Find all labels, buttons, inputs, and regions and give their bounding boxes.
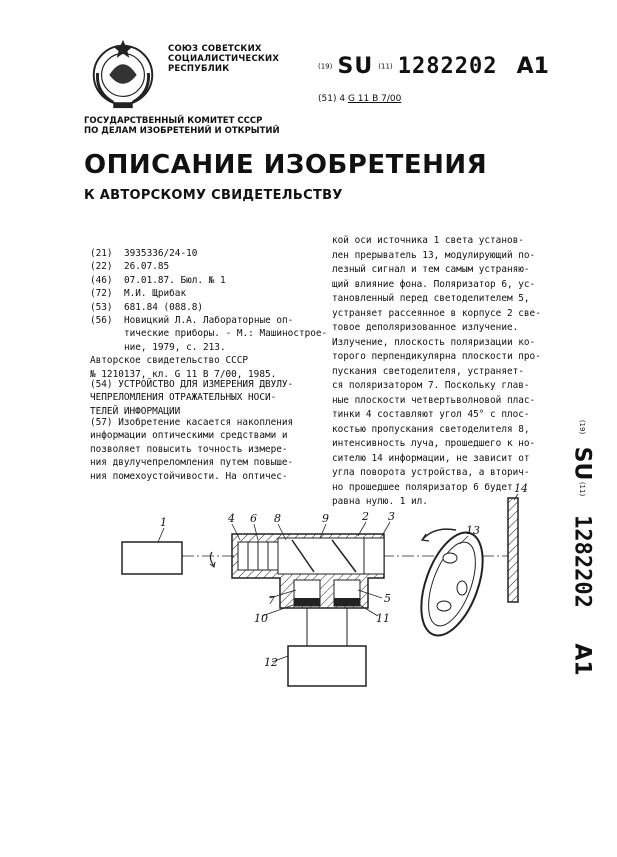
callout-10: 10 — [254, 612, 268, 625]
biblio-continuation: № 1210137, кл. G 11 B 7/00, 1985. — [90, 368, 277, 380]
callout-14: 14 — [514, 482, 528, 495]
housing — [232, 534, 384, 608]
device-drawing — [100, 478, 540, 708]
biblio-code: (22) — [90, 261, 113, 273]
patent-number: 1282202 — [397, 54, 498, 79]
abstract-line: пускания светоделителя, устраняет- — [332, 365, 524, 377]
biblio-code: (72) — [90, 288, 113, 300]
biblio-row — [90, 287, 320, 300]
abstract-line: интенсивность луча, прошедшего к но- — [332, 438, 536, 449]
side-code-19: (19) — [578, 419, 586, 435]
union-line: СОЮЗ СОВЕТСКИХ — [168, 44, 262, 54]
callout-8: 8 — [274, 512, 281, 525]
callout-13: 13 — [466, 524, 480, 537]
callout-6: 6 — [250, 512, 257, 525]
invention-title — [90, 378, 320, 418]
union-name — [168, 44, 288, 74]
side-patent-number-value: 1282202 — [569, 515, 595, 608]
abstract-line: (57) Изобретение касается накопления — [90, 417, 294, 428]
committee-line: ПО ДЕЛАМ ИЗОБРЕТЕНИЙ И ОТКРЫТИЙ — [84, 126, 280, 136]
ipc-value: G 11 B 7/00 — [347, 94, 402, 104]
callout-2: 2 — [362, 510, 369, 523]
abstract-line: ся поляризатором 7. Поскольку глав- — [332, 380, 530, 391]
callout-3: 3 — [388, 510, 395, 523]
biblio-row — [90, 260, 320, 273]
biblio-row — [90, 247, 320, 260]
code-11: (11) — [378, 62, 393, 71]
biblio-continuation: тические приборы. - М.: Машинострое- — [124, 328, 328, 340]
biblio-row — [90, 314, 320, 327]
union-line: РЕСПУБЛИК — [168, 64, 230, 74]
union-line: СОЦИАЛИСТИЧЕСКИХ — [168, 54, 280, 64]
abstract-right-column — [332, 234, 562, 510]
side-patent-number — [560, 415, 604, 705]
rotation-arrow-left — [210, 552, 214, 566]
abstract-line: устраняет рассеянное в корпусе 2 све- — [332, 307, 541, 319]
abstract-line: торого перпендикулярна плоскости про- — [332, 351, 541, 362]
kind-code: A1 — [516, 54, 549, 79]
side-country-code: SU — [569, 446, 595, 481]
abstract-line: информации оптическими средствами и — [90, 430, 288, 442]
invention-title-line: ТЕЛЕЙ ИНФОРМАЦИИ — [90, 405, 181, 417]
side-code-11: (11) — [578, 481, 586, 497]
callout-9: 9 — [322, 512, 329, 525]
ipc-code: (51) 4 — [318, 94, 346, 104]
patent-number-block — [318, 54, 549, 79]
code-19: (19) — [318, 62, 333, 71]
abstract-line: позволяет повысить точность измере- — [90, 443, 288, 455]
side-kind-code: A1 — [569, 643, 595, 676]
committee-name — [84, 116, 304, 136]
biblio-text: 3935336/24-10 — [124, 248, 198, 259]
abstract-line: Излучение, плоскость поляризации ко- — [332, 336, 536, 348]
abstract-line: костью пропускания светоделителя 8, — [332, 423, 530, 435]
abstract-line: товое деполяризованное излучение. — [332, 322, 519, 333]
biblio-text: 681.84 (088.8) — [124, 301, 204, 313]
invention-title-line: (54) УСТРОЙСТВО ДЛЯ ИЗМЕРЕНИЯ ДВУЛУ- — [90, 379, 294, 390]
abstract-line: тановленный перед светоделителем 5, — [332, 293, 530, 304]
biblio-code: (53) — [90, 301, 113, 313]
committee-line: ГОСУДАРСТВЕННЫЙ КОМИТЕТ СССР — [84, 116, 263, 126]
abstract-line: кой оси источника 1 света установ- — [332, 235, 524, 246]
biblio-code: (56) — [90, 315, 113, 327]
callout-11: 11 — [376, 612, 390, 625]
biblio-text: 07.01.87. Бюл. № 1 — [124, 274, 226, 286]
biblio-row — [90, 301, 320, 314]
chopper-disk — [409, 524, 495, 643]
country-code: SU — [337, 54, 374, 79]
light-source — [122, 542, 182, 574]
biblio-continuation: Авторское свидетельство СССР — [90, 355, 249, 367]
invention-title-line: ЧЕПРЕЛОМЛЕНИЯ ОТРАЖАТЕЛЬНЫХ НОСИ- — [90, 392, 277, 404]
registration-block — [288, 646, 366, 686]
abstract-line: ния двулучепреломления путем повыше- — [90, 457, 294, 469]
abstract-line: щий влияние фона. Поляризатор 6, ус- — [332, 278, 536, 290]
callout-7: 7 — [268, 594, 275, 607]
biblio-code: (46) — [90, 274, 113, 286]
document-title: ОПИСАНИЕ ИЗОБРЕТЕНИЯ — [84, 150, 488, 180]
abstract-line: но прошедшее поляризатор 6 будет — [332, 481, 513, 493]
callout-1: 1 — [160, 516, 167, 529]
information-carrier — [508, 498, 518, 602]
document-subtitle: К АВТОРСКОМУ СВИДЕТЕЛЬСТВУ — [84, 188, 343, 203]
biblio-row — [90, 274, 320, 287]
callout-5: 5 — [384, 592, 391, 605]
callout-4: 4 — [228, 512, 235, 525]
abstract-line: ные плоскости четвертьволновой плас- — [332, 394, 536, 406]
biblio-code: (21) — [90, 248, 113, 259]
abstract-left-column — [90, 416, 322, 483]
biblio-text: 26.07.85 — [124, 261, 170, 273]
abstract-line: лен прерыватель 13, модулирующий по- — [332, 249, 536, 261]
biblio-text: М.И. Щрибак — [124, 288, 187, 300]
ipc-classification — [318, 94, 401, 104]
biblio-continuation: ние, 1979, с. 213. — [124, 341, 226, 353]
abstract-line: сителю 14 информации, не зависит от — [332, 452, 530, 464]
abstract-line: угла поворота устройства, а вторич- — [332, 467, 530, 478]
ussr-emblem — [84, 34, 162, 112]
abstract-line: лезный сигнал и тем самым устраняю- — [332, 264, 530, 275]
abstract-line: ния помехоустойчивости. На оптичес- — [90, 470, 288, 482]
biblio-text: Новицкий Л.А. Лабораторные оп- — [124, 315, 294, 327]
bibliographic-data — [90, 247, 328, 381]
abstract-line: равна нулю. 1 ил. — [332, 496, 428, 507]
callout-12: 12 — [264, 656, 278, 669]
abstract-line: тинки 4 составляют угол 45° с плос- — [332, 409, 530, 420]
